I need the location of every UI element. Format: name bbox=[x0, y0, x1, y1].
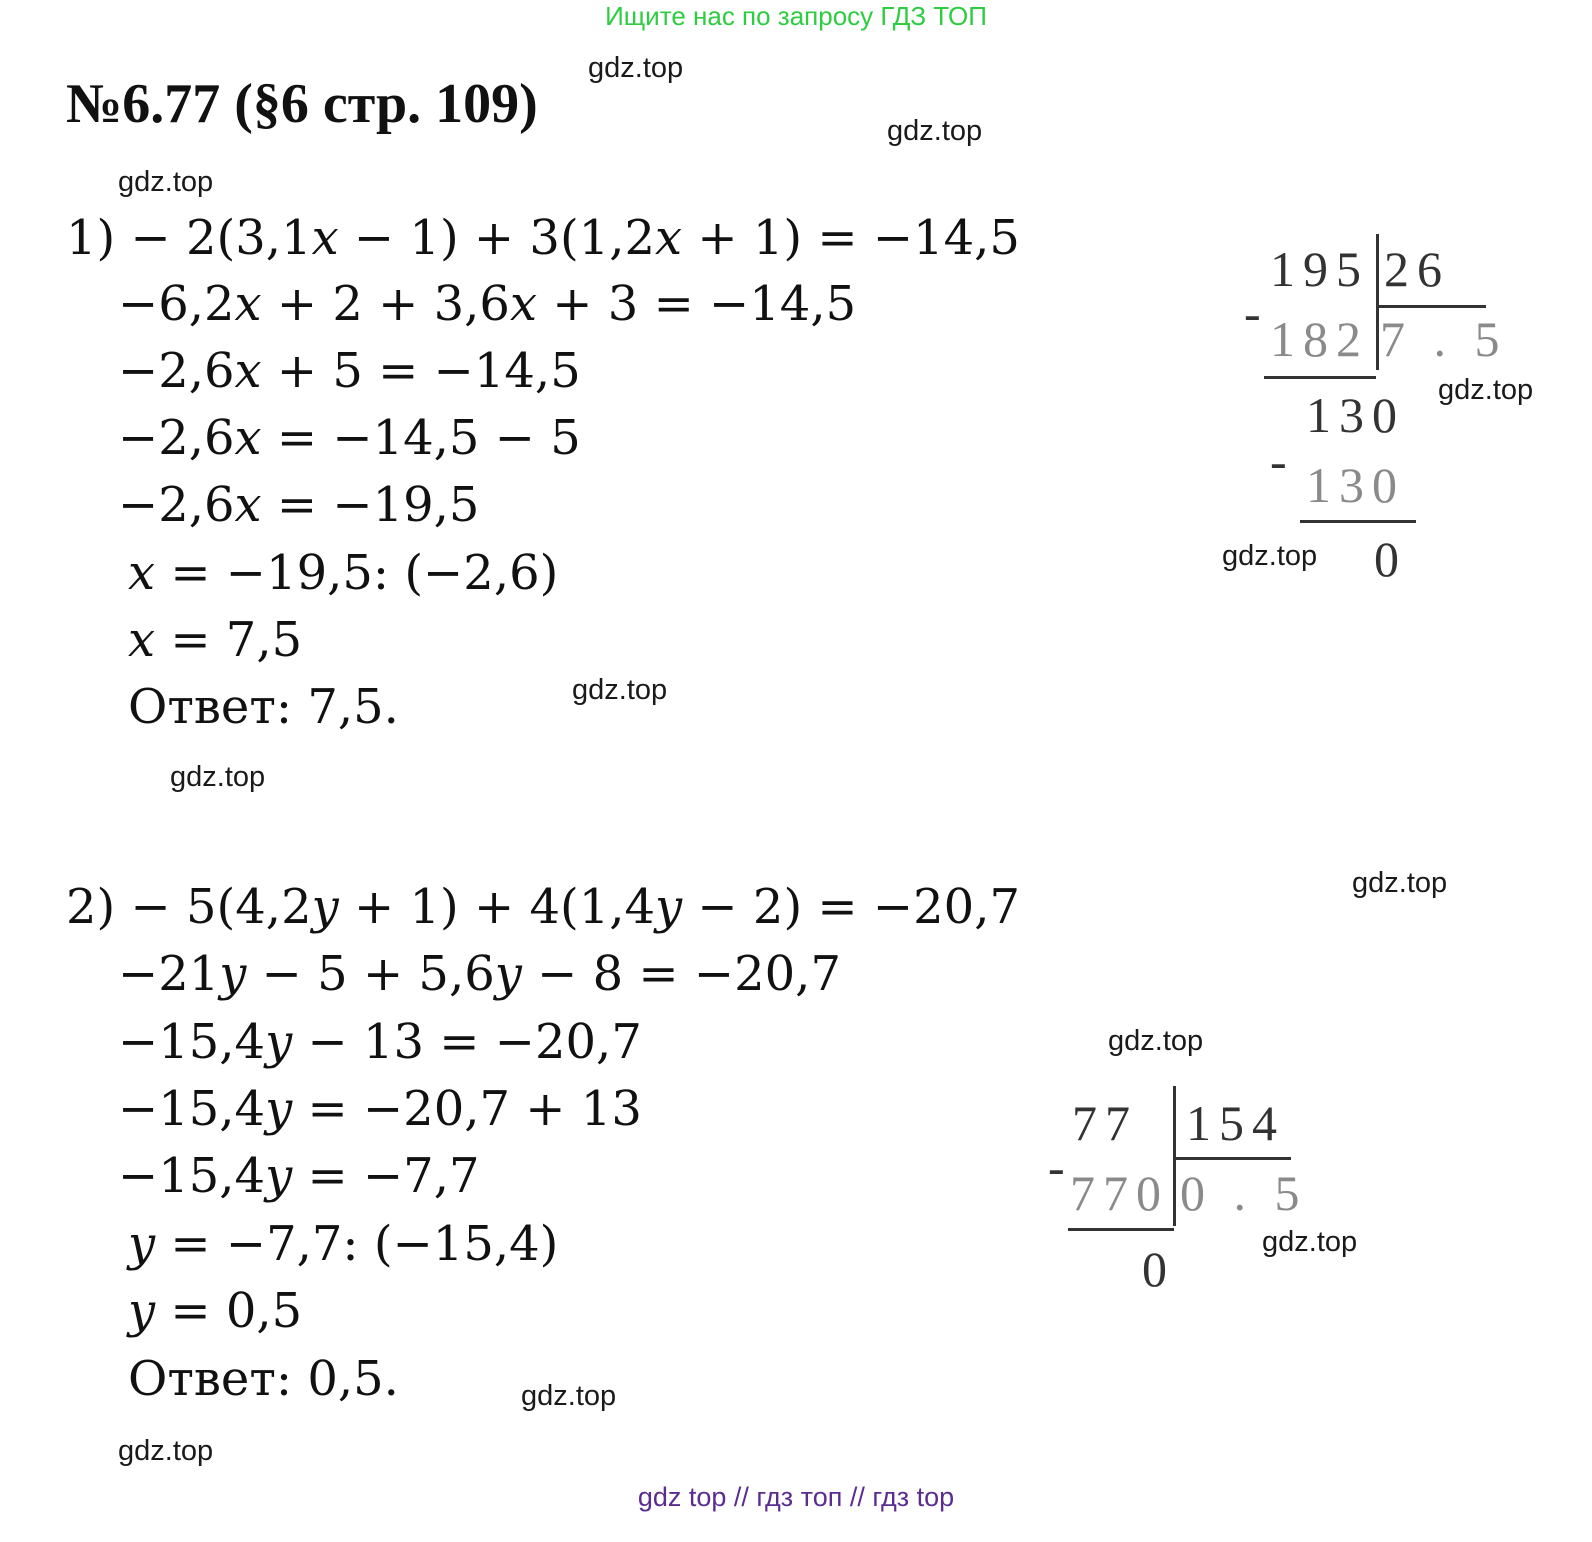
division-vertical-bar bbox=[1173, 1086, 1176, 1226]
division-dividend: 77 bbox=[1072, 1095, 1138, 1151]
equation-line: 𝑥 = 7,5 bbox=[128, 612, 303, 668]
division-divisor-line bbox=[1173, 1157, 1291, 1160]
division-remainder: 130 bbox=[1306, 387, 1405, 443]
division-underline bbox=[1300, 520, 1416, 523]
watermark: gdz.top bbox=[521, 1380, 617, 1412]
answer-line: Ответ: 0,5. bbox=[128, 1351, 399, 1407]
top-banner: Ищите нас по запросу ГДЗ ТОП bbox=[605, 1, 987, 31]
division-minus: - bbox=[1244, 285, 1269, 341]
watermark: gdz.top bbox=[1222, 540, 1318, 572]
watermark: gdz.top bbox=[118, 166, 214, 198]
watermark: gdz.top bbox=[1262, 1226, 1358, 1258]
watermark: gdz.top bbox=[170, 761, 266, 793]
division-subtrahend: 182 bbox=[1270, 311, 1369, 367]
division-divisor: 26 bbox=[1384, 241, 1450, 297]
equation-line: 𝑥 = −19,5: (−2,6) bbox=[128, 545, 559, 601]
division-divisor: 154 bbox=[1186, 1095, 1285, 1151]
equation-line: 𝑦 = −7,7: (−15,4) bbox=[128, 1216, 559, 1272]
division-underline bbox=[1068, 1228, 1174, 1231]
answer-line: Ответ: 7,5. bbox=[128, 679, 399, 735]
equation-line: 1) − 2(3,1𝑥 − 1) + 3(1,2𝑥 + 1) = −14,5 bbox=[66, 210, 1020, 266]
page-title: №6.77 (§6 стр. 109) bbox=[66, 73, 538, 135]
division-quotient: 0 . 5 bbox=[1180, 1165, 1308, 1221]
division-vertical-bar bbox=[1376, 234, 1379, 370]
equation-line: −15,4𝑦 − 13 = −20,7 bbox=[118, 1014, 642, 1070]
division-subtrahend: 770 bbox=[1070, 1165, 1169, 1221]
equation-line: −6,2𝑥 + 2 + 3,6𝑥 + 3 = −14,5 bbox=[118, 276, 857, 332]
equation-line: −21𝑦 − 5 + 5,6𝑦 − 8 = −20,7 bbox=[118, 946, 841, 1002]
division-minus: - bbox=[1270, 433, 1295, 489]
division-minus: - bbox=[1048, 1139, 1073, 1195]
equation-line: −2,6𝑥 = −19,5 bbox=[118, 477, 480, 533]
equation-line: 𝑦 = 0,5 bbox=[128, 1283, 303, 1339]
footer-links[interactable]: gdz top // гдз топ // гдз top bbox=[637, 1482, 955, 1512]
watermark: gdz.top bbox=[1108, 1025, 1204, 1057]
equation-line: −15,4𝑦 = −7,7 bbox=[118, 1148, 480, 1204]
division-subtrahend: 130 bbox=[1306, 457, 1405, 513]
watermark: gdz.top bbox=[1438, 374, 1534, 406]
equation-line: 2) − 5(4,2𝑦 + 1) + 4(1,4𝑦 − 2) = −20,7 bbox=[66, 879, 1020, 935]
division-quotient: 7 . 5 bbox=[1380, 311, 1508, 367]
division-dividend: 195 bbox=[1270, 241, 1369, 297]
equation-line: −2,6𝑥 = −14,5 − 5 bbox=[118, 410, 581, 466]
watermark: gdz.top bbox=[887, 115, 983, 147]
watermark: gdz.top bbox=[572, 674, 668, 706]
division-result: 0 bbox=[1142, 1241, 1175, 1297]
division-result: 0 bbox=[1374, 531, 1407, 587]
watermark: gdz.top bbox=[588, 52, 684, 84]
watermark: gdz.top bbox=[118, 1435, 214, 1467]
equation-line: −15,4𝑦 = −20,7 + 13 bbox=[118, 1081, 642, 1137]
division-underline bbox=[1264, 376, 1376, 379]
equation-line: −2,6𝑥 + 5 = −14,5 bbox=[118, 343, 581, 399]
watermark: gdz.top bbox=[1352, 867, 1448, 899]
division-divisor-line bbox=[1376, 305, 1486, 308]
